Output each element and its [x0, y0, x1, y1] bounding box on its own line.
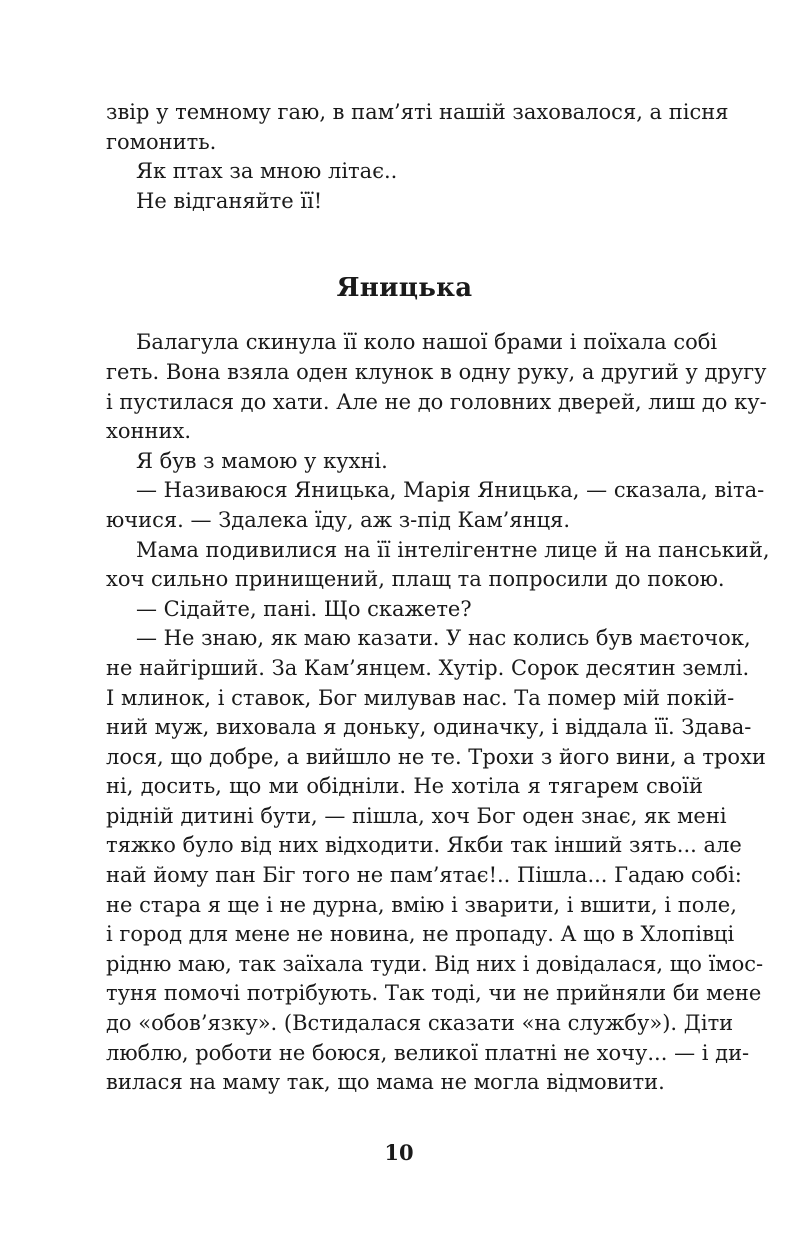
text-line: ючися. — Здалека їду, аж з-під Кам’янця. — [106, 507, 571, 532]
text-line: лося, що добре, а вийшло не те. Трохи з його вини, а трохи — [106, 744, 766, 769]
text-line: хонних. — [106, 419, 191, 444]
paragraph — [106, 476, 765, 535]
text-line: і город для мене не новина, не пропаду. А що в Хлопівці — [106, 922, 735, 947]
verse-line — [106, 187, 703, 217]
text-line: туня помочі потрібують. Так тоді, чи не прийняли би мене — [106, 981, 762, 1006]
text-line: і пустилася до хати. Але не до головних дверей, лиш до ку- — [106, 389, 767, 414]
text-line: — Сідайте, пані. Що скажете? — [136, 596, 472, 621]
text-line: не стара я ще і не дурна, вмію і зварити, і вшити, і поле, — [106, 892, 737, 917]
chapter-title: Яницька — [336, 273, 473, 304]
text-line: до «обов’язку». (Встидалася сказати «на службу»). Діти — [106, 1011, 734, 1036]
text-line: не найгірший. За Кам’янцем. Хутір. Сорок десятин землі. — [106, 655, 750, 680]
text-line: Балагула скинула її коло нашої брами і поїхала собі — [136, 330, 718, 355]
text-line: ний муж, виховала я доньку, одиначку, і віддала її. Здава- — [106, 715, 752, 740]
text-line: хоч сильно принищений, плащ та попросили до покою. — [106, 567, 725, 592]
text-line: рідній дитині бути, — пішла, хоч Бог оден знає, як мені — [106, 803, 727, 828]
text-line: — Не знаю, як маю казати. У нас колись був маєточок, — [136, 626, 751, 651]
paragraph — [106, 328, 767, 446]
page-number: 10 — [384, 1140, 414, 1165]
verse-line — [106, 157, 703, 187]
text-line: І млинок, і ставок, Бог милував нас. Та помер мій покій- — [106, 685, 735, 710]
text-line: вилася на маму так, що мама не могла відмовити. — [106, 1070, 665, 1095]
text-line: рідню маю, так заїхала туди. Від них і довідалася, що їмос- — [106, 951, 764, 976]
text-line: тяжко було від них відходити. Якби так інший зять... але — [106, 833, 742, 858]
text-line: люблю, роботи не боюся, великої платні не хочу... — і ди- — [106, 1040, 750, 1065]
paragraph — [106, 624, 766, 1098]
text-line: — Називаюся Яницька, Марія Яницька, — сказала, віта- — [136, 478, 765, 503]
text-line: Мама подивилися на її інтелігентне лице й на панський, — [136, 537, 770, 562]
text-line: звір у темному гаю, в пам’яті нашій заховалося, а пісня — [106, 100, 729, 124]
text-line: Я був з мамою у кухні. — [136, 448, 388, 473]
text-line: Як птах за мною літає.. — [136, 159, 398, 184]
paragraph — [106, 447, 703, 477]
text-line: геть. Вона взяла оден клунок в одну руку, а другий у другу — [106, 359, 767, 384]
text-line: гомонить. — [106, 129, 217, 154]
top-paragraph — [106, 98, 729, 157]
paragraph — [106, 536, 770, 595]
text-line: Не відганяйте її! — [136, 188, 323, 213]
chapter-text — [106, 328, 770, 1097]
text-line: ні, досить, що ми обідніли. Не хотіла я тягарем своїй — [106, 774, 703, 799]
page-body — [106, 98, 770, 1098]
text-line: най йому пан Біг того не пам’ятає!.. Пішла... Гадаю собі: — [106, 863, 742, 888]
paragraph — [106, 595, 703, 625]
